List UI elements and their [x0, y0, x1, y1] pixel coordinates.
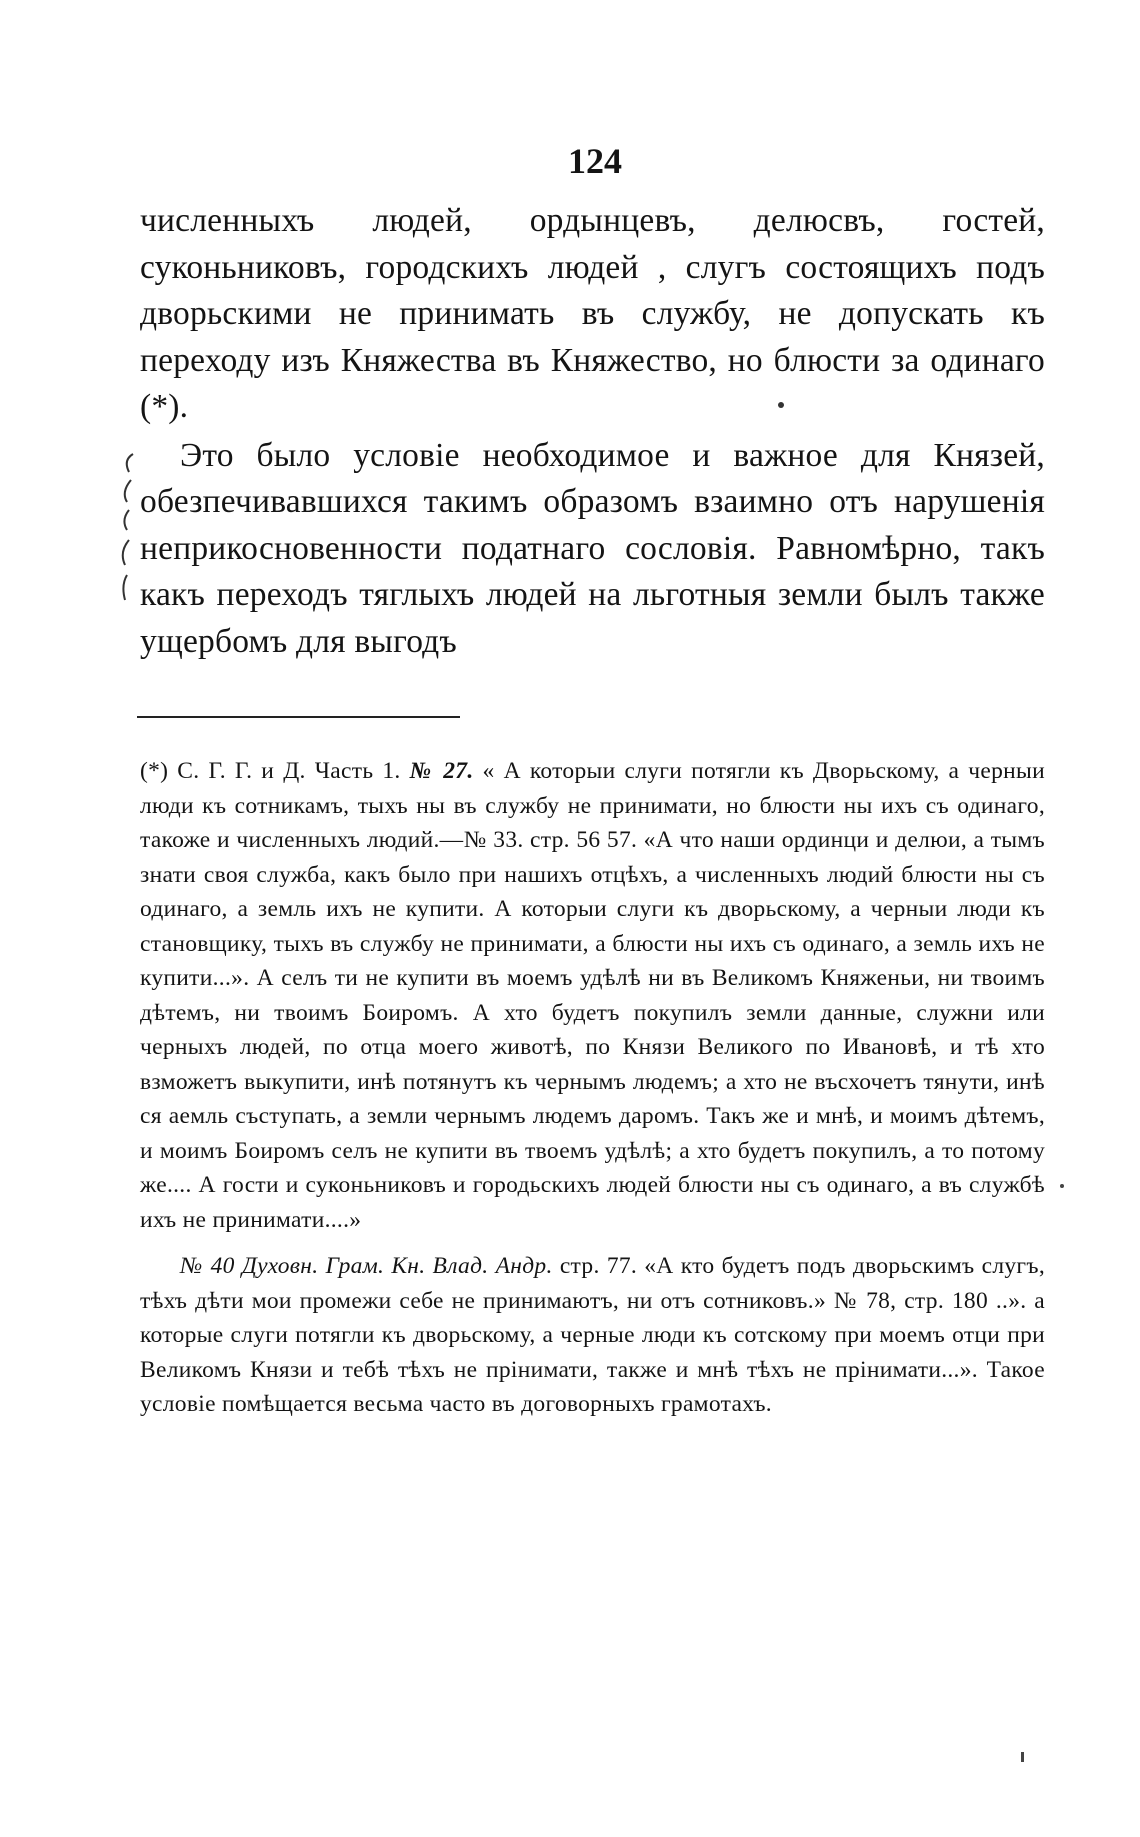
footnote [140, 1249, 1045, 1422]
page-number: 124 [568, 141, 622, 181]
paragraph: численныхъ людей, ордынцевъ, делюсвъ, гостей, суконьниковъ, городскихъ людей , слугъ состоящихъ подъ дворьскими не принимать въ службу, не допускать къ переходу изъ Княжества въ Княжество, но блюсти за одинаго (*). [140, 202, 1045, 425]
margin-bracket-mark [117, 450, 141, 610]
footnotes [140, 754, 1045, 1422]
footnote [140, 754, 1045, 1237]
footnote-marker: (*) С. Г. Г. и Д. Часть 1. [140, 758, 410, 784]
footnote-reference: № 27. [409, 758, 474, 784]
footnote-text: стр. 77. «А кто будетъ подъ дворьскимъ слугъ, тѣхъ дѣти мои промежи себе не принимаютъ, ни отъ сотниковъ.» № 78, стр. 180 ..». а которые слуги потягли къ дворьскому, а черные люди къ сотскому при моемъ отци при Великомъ Князи и тебѣ тѣхъ не прінимати, также и мнѣ тѣхъ не прінимати...». Такое условіе помѣщается весьма часто въ договорныхъ грамотахъ. [140, 1253, 1045, 1417]
main-text [140, 198, 1045, 665]
footnote-reference: № 40 Духовн. Грам. Кн. Влад. Андр. [180, 1253, 553, 1279]
stray-dot [778, 402, 784, 408]
footnote-text: « А которыи слуги потягли къ Дворьскому, а черныи люди къ сотникамъ, тыхъ ны въ службу не принимати, но блюсти ны ихъ съ одинаго, такоже и численныхъ людий.—№ 33. стр. 56 57. «А что наши ординци и делюи, а тымъ знати своя служба, какъ было при нашихъ отцѣхъ, а численныхъ людий блюсти ны съ одинаго, а земль ихъ не купити. А которыи слуги къ дворьскому, а черныи люди къ становщику, тыхъ въ службу не принимати, а блюсти ны ихъ съ одинаго, а земль ихъ не купити...». А селъ ти не купити въ моемъ удѣлѣ ни въ Великомъ Княженьи, ни твоимъ дѣтемъ, ни твоимъ Боиромъ. А хто будетъ покупилъ земли данные, служни или черныхъ людей, по отца моего животѣ, по Князи Великого по Ивановѣ, и тѣ хто взможетъ выкупити, инѣ потянутъ къ чернымъ людемъ; а хто не въсхочетъ тянути, инѣ ся аемль съступать, а земли чернымъ людемъ даромъ. Такъ же и мнѣ, и моимъ дѣтемъ, и моимъ Боиромъ селъ не купити въ твоемъ удѣлѣ; а хто будетъ покупилъ, а то потому же.... А гости и суконьниковъ и городьскихъ людей блюсти ны съ одинаго, а въ службѣ ихъ не принимати....» [140, 758, 1045, 1233]
footnote-divider [137, 716, 460, 718]
paragraph: Это было условіе необходимое и важное для Князей, обезпечивавшихся такимъ образомъ взаимно отъ нарушенія неприкосновенности податнаго сословія. Равномѣрно, такъ какъ переходъ тяглыхъ людей на льготныя земли былъ также ущербомъ для выгодъ [140, 436, 1045, 660]
stray-dot [1060, 1184, 1064, 1188]
stray-mark [1021, 1752, 1024, 1762]
